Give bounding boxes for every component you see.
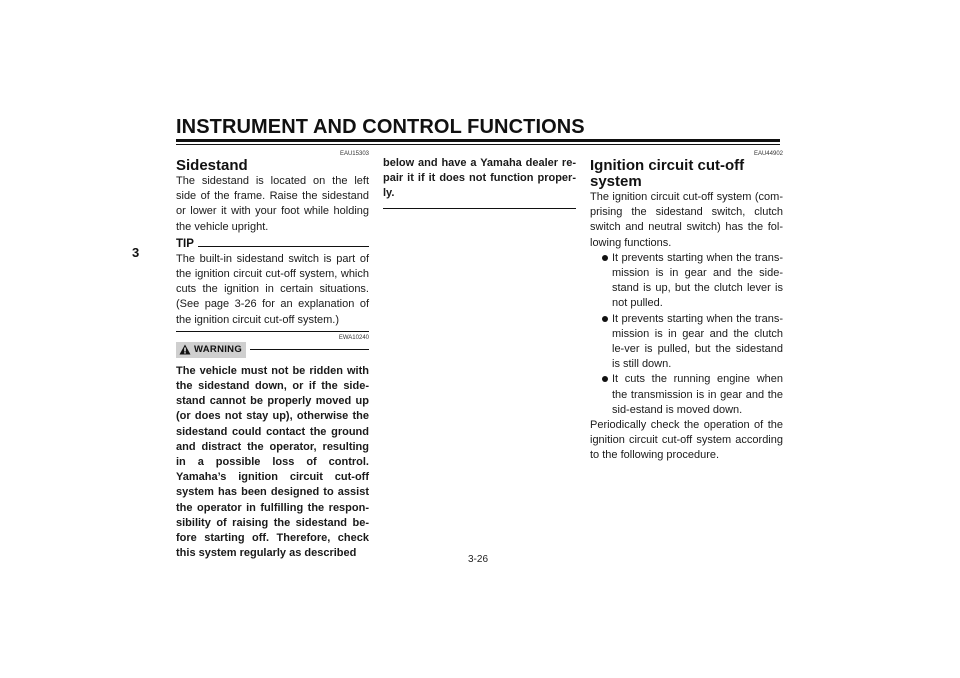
ignition-function-list [590, 251, 783, 418]
list-item-text: It prevents starting when the trans-mission is in gear and the clutch le-ver is pulled, but the sidestand is still down. [612, 312, 783, 371]
list-item-text: It cuts the running engine when the transmission is in gear and the sid-estand is moved down. [612, 373, 783, 416]
section-heading-sidestand: Sidestand [176, 157, 248, 174]
tip-label: TIP [176, 237, 194, 250]
bullet-icon [602, 316, 608, 322]
warning-header [176, 342, 369, 358]
list-item [602, 251, 783, 312]
column-middle [383, 150, 576, 209]
warning-text: The vehicle must not be ridden with the sidestand down, or if the side-stand cannot be properly moved up (or does not stay up), otherwise the sidestand could contact the ground and distract the operator, resulting in a possible loss of control. Yamaha’s ignition circuit cut-off system has been designed to assist the operator in fulfilling the respon-sibility of raising the sidestand be-fore starting off. Therefore, check this system regularly as described [176, 364, 369, 560]
list-item [602, 312, 783, 373]
header-rule-thin [176, 144, 780, 145]
warning-badge [176, 342, 246, 358]
list-item-text: It prevents starting when the trans-mission is in gear and the side-stand is up, but the clutch lever is not pulled. [612, 251, 783, 310]
warning-rule [250, 349, 369, 350]
tip-header [176, 237, 369, 252]
warning-end-rule [383, 208, 576, 209]
column-right [590, 150, 783, 464]
list-item [602, 372, 783, 418]
page-header-title: INSTRUMENT AND CONTROL FUNCTIONS [176, 116, 585, 138]
warning-code: EWA10240 [338, 334, 369, 341]
tip-text: The built-in sidestand switch is part of the ignition circuit cut-off system, which cuts the ignition in certain situations. (See page 3-26 for an explanation of the ignition circuit cut-off system.) [176, 252, 369, 326]
ignition-closing: Periodically check the operation of the ignition circuit cut-off system according to the following procedure. [590, 419, 783, 462]
section-heading-ignition: Ignition circuit cut-off system [590, 157, 745, 190]
bullet-icon [602, 376, 608, 382]
warning-text-continued: below and have a Yamaha dealer re-pair it if it does not function proper-ly. [383, 157, 576, 200]
chapter-tab: 3 [132, 245, 140, 260]
section-code: EAU44902 [753, 151, 783, 157]
page-number: 3-26 [468, 554, 489, 565]
section-code: EAU15303 [339, 151, 369, 157]
warning-label: WARNING [194, 344, 243, 356]
bullet-icon [602, 255, 608, 261]
tip-end-rule [176, 331, 369, 332]
column-left [176, 150, 369, 561]
tip-rule [198, 246, 369, 247]
sidestand-body: The sidestand is located on the left side of the frame. Raise the sidestand or lower it with your foot while holding the vehicle upright. [176, 175, 369, 233]
warning-triangle-icon [179, 344, 191, 355]
ignition-intro: The ignition circuit cut-off system (com-prising the sidestand switch, clutch switch and neutral switch) has the fol-lowing functions. [590, 191, 783, 249]
header-rule-thick [176, 139, 780, 142]
